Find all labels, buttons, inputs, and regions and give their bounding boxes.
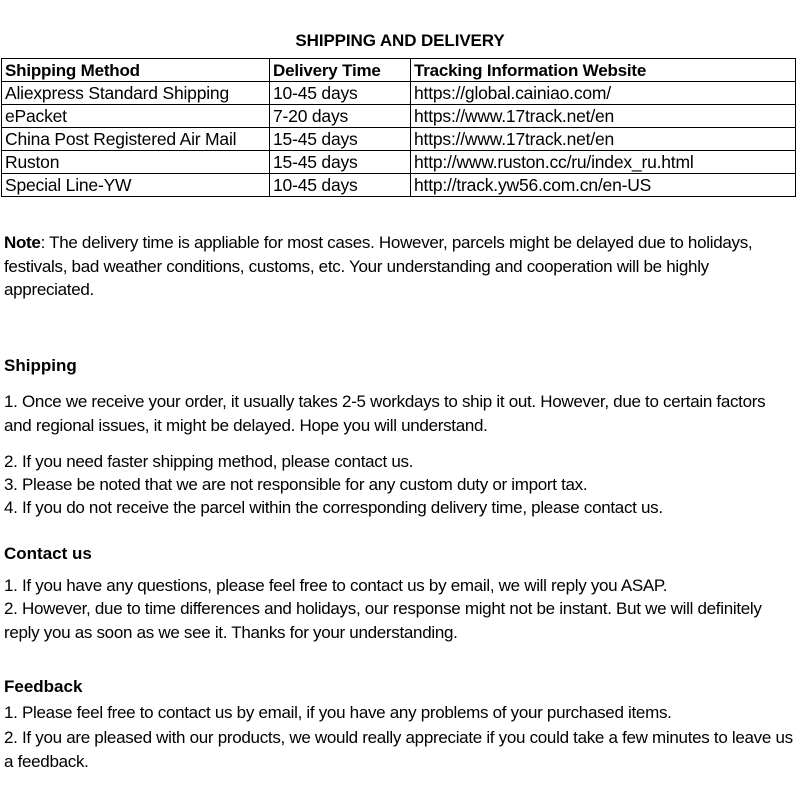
table-row (2, 151, 796, 174)
table-header-row (2, 59, 796, 82)
header-delivery-time: Delivery Time (270, 59, 411, 82)
shipping-item: 2. If you need faster shipping method, please contact us. (4, 452, 414, 471)
cell-time: 10-45 days (270, 82, 411, 105)
shipping-table (1, 58, 796, 197)
shipping-heading: Shipping (4, 356, 77, 375)
cell-time: 15-45 days (270, 151, 411, 174)
note-label: Note (4, 233, 41, 252)
cell-website: https://www.17track.net/en (411, 128, 796, 151)
cell-time: 10-45 days (270, 174, 411, 197)
shipping-item: 4. If you do not receive the parcel within the corresponding delivery time, please contact us. (4, 498, 663, 517)
cell-method: China Post Registered Air Mail (2, 128, 270, 151)
table-row (2, 82, 796, 105)
shipping-item: 3. Please be noted that we are not responsible for any custom duty or import tax. (4, 475, 588, 494)
table-row (2, 174, 796, 197)
cell-time: 15-45 days (270, 128, 411, 151)
contact-item: 2. However, due to time differences and holidays, our response might not be instant. But we will definitely reply you as soon as we see it. Thanks for your understanding. (4, 599, 762, 642)
cell-website: https://www.17track.net/en (411, 105, 796, 128)
cell-website: http://www.ruston.cc/ru/index_ru.html (411, 151, 796, 174)
note-paragraph (4, 231, 796, 302)
table-row (2, 128, 796, 151)
cell-website: https://global.cainiao.com/ (411, 82, 796, 105)
contact-item: 1. If you have any questions, please feel free to contact us by email, we will reply you ASAP. (4, 576, 668, 595)
feedback-item: 1. Please feel free to contact us by email, if you have any problems of your purchased items. (4, 703, 672, 722)
page-title: SHIPPING AND DELIVERY (295, 31, 505, 50)
cell-method: Aliexpress Standard Shipping (2, 82, 270, 105)
header-shipping-method: Shipping Method (2, 59, 270, 82)
cell-method: ePacket (2, 105, 270, 128)
feedback-heading: Feedback (4, 677, 83, 696)
cell-time: 7-20 days (270, 105, 411, 128)
contact-heading: Contact us (4, 544, 92, 563)
header-tracking-website: Tracking Information Website (411, 59, 796, 82)
shipping-item: 1. Once we receive your order, it usually takes 2-5 workdays to ship it out. However, due to certain factors and regional issues, it might be delayed. Hope you will understand. (4, 392, 766, 435)
feedback-item: 2. If you are pleased with our products, we would really appreciate if you could take a few minutes to leave us a feedback. (4, 728, 793, 771)
table-row (2, 105, 796, 128)
note-text: : The delivery time is appliable for most cases. However, parcels might be delayed due to holidays, festivals, bad weather conditions, customs, etc. Your understanding and cooperation will be highly appreciated. (4, 233, 753, 299)
cell-method: Special Line-YW (2, 174, 270, 197)
cell-website: http://track.yw56.com.cn/en-US (411, 174, 796, 197)
cell-method: Ruston (2, 151, 270, 174)
